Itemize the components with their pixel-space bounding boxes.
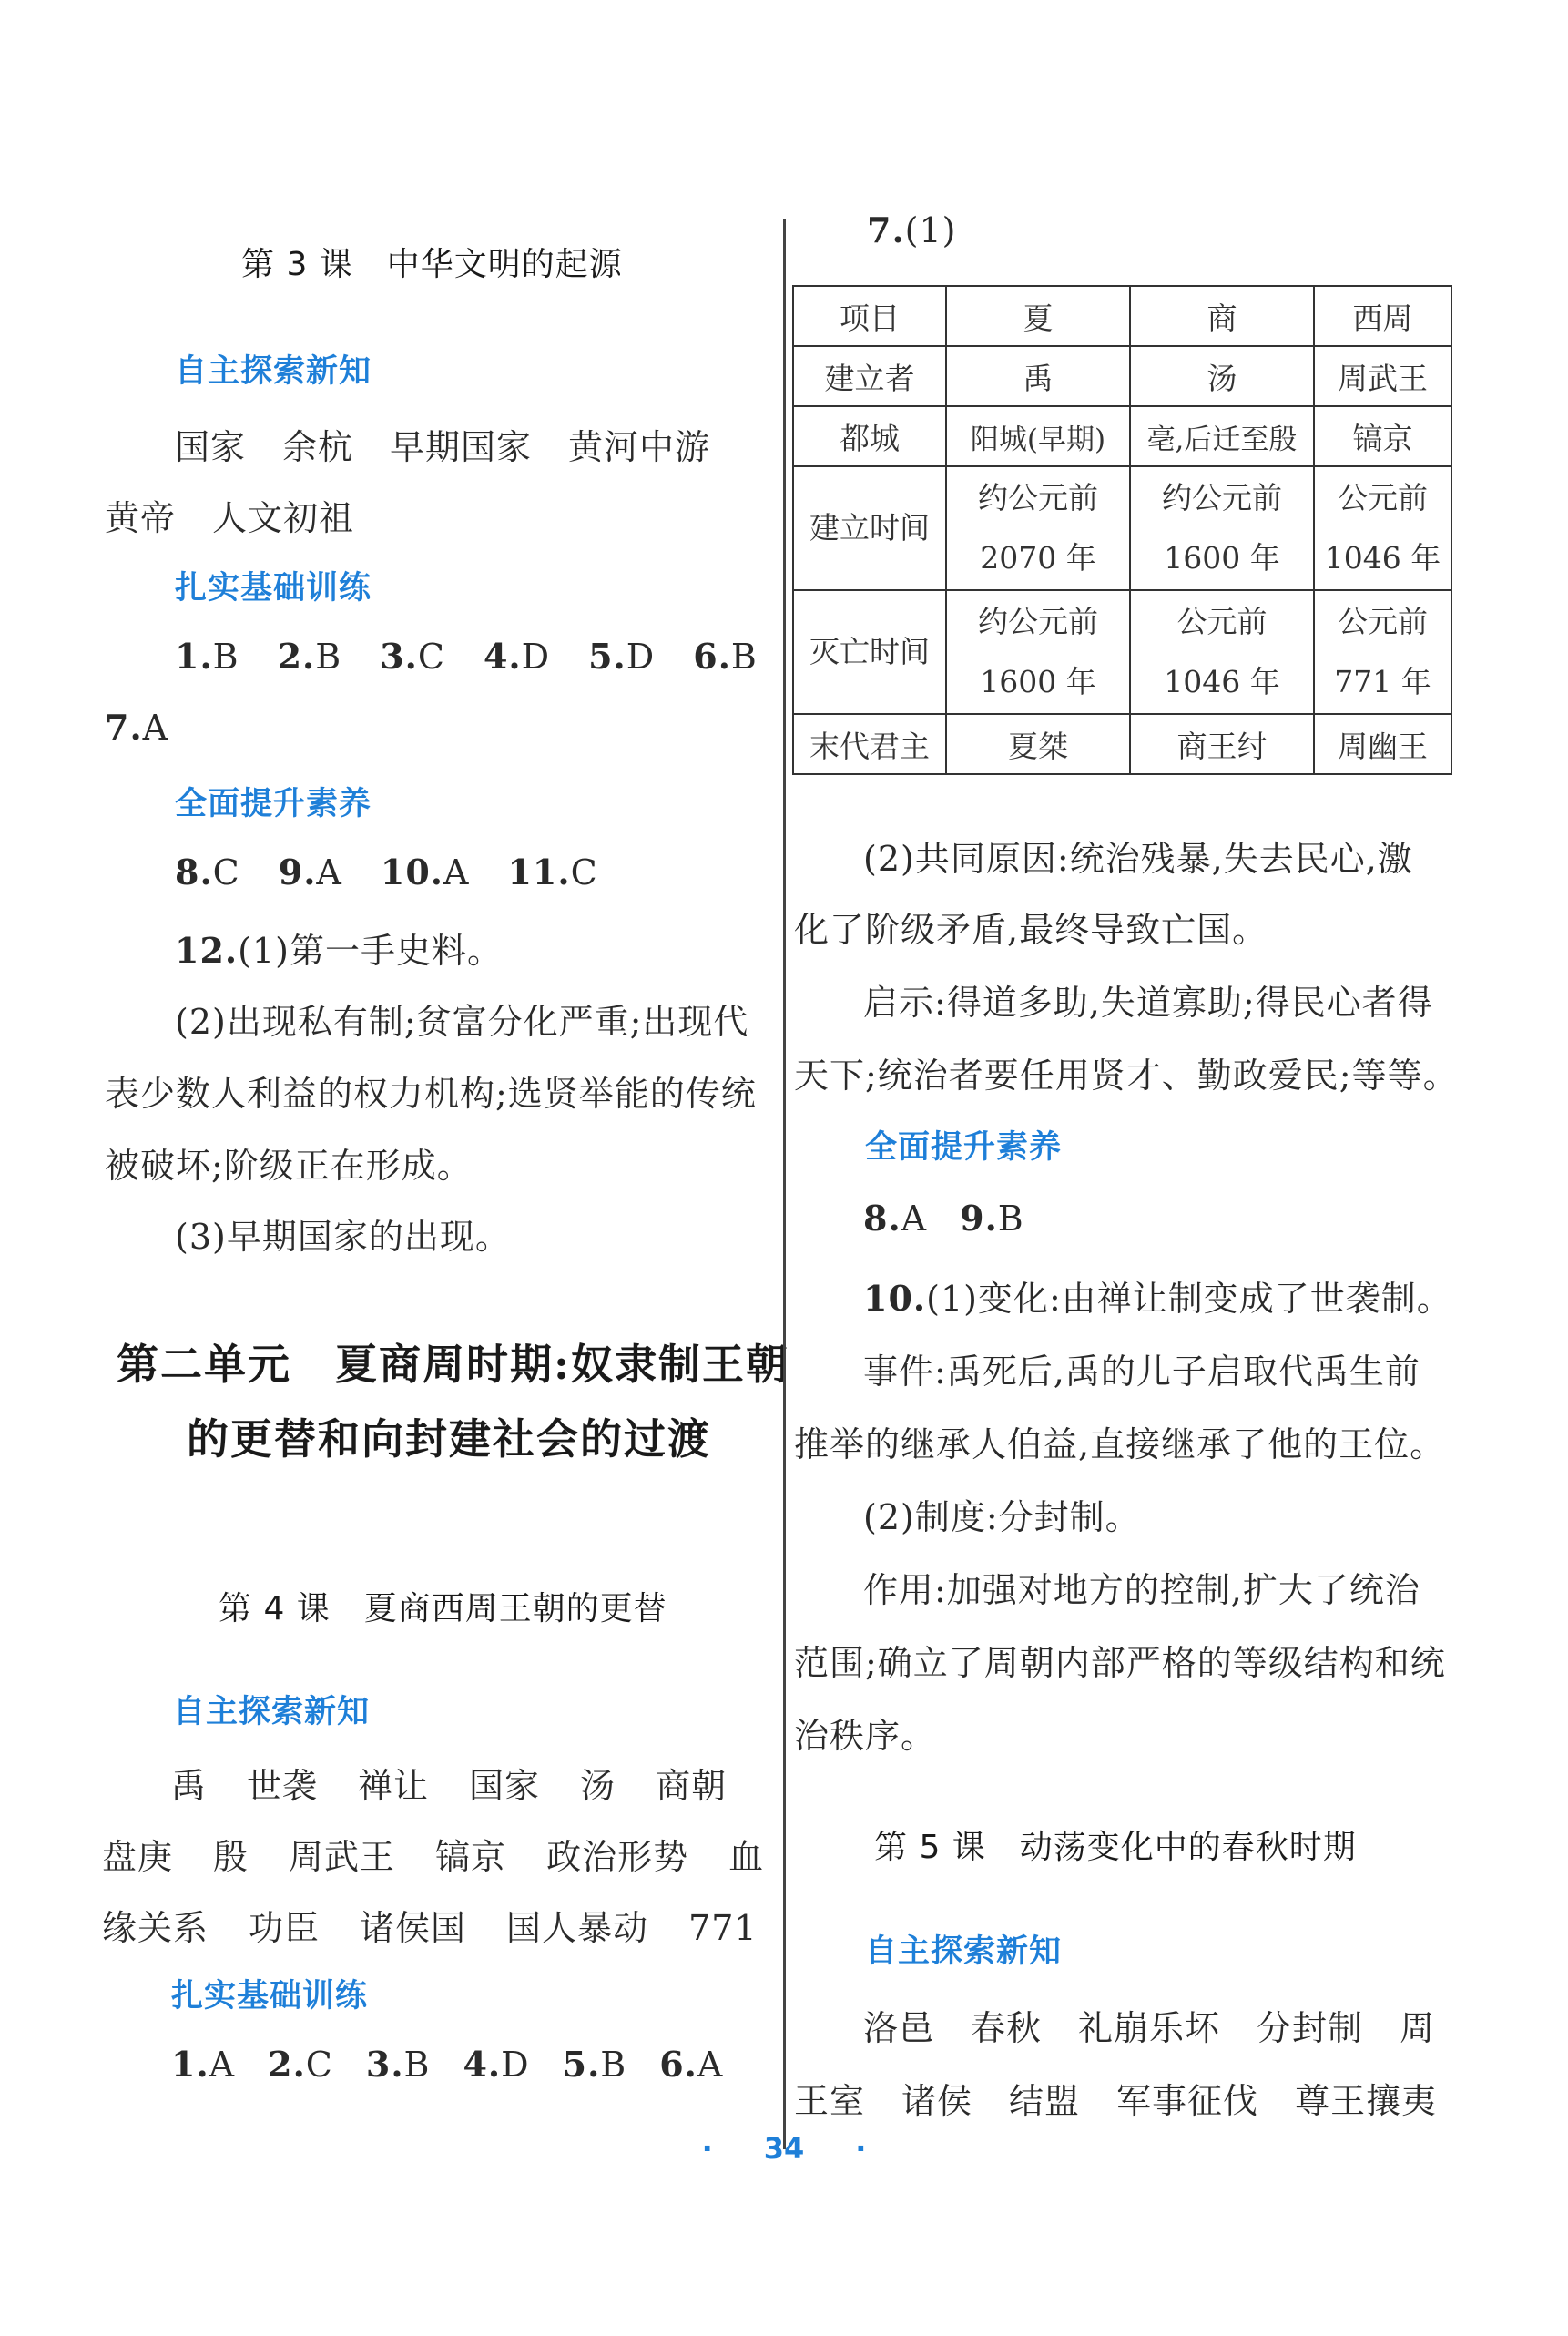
answer-item: 5.D [588,636,656,677]
table-cell: 阳城(早期) [946,406,1130,466]
table-cell: 末代君主 [793,714,946,774]
question-10-event-line-1: 事件:禹死后,禹的儿子启取代禹生前 [863,1352,1420,1392]
keyword: 黄帝 [105,498,177,538]
keyword: 汤 [580,1766,616,1806]
table-row [793,346,1451,406]
keyword: 商朝 [656,1766,728,1806]
table-header-row [793,286,1451,346]
table-cell: 建立者 [793,346,946,406]
lesson-3-answers-row-2 [105,707,207,748]
keyword: 功臣 [249,1908,321,1948]
answer-item: 1.A [171,2044,236,2085]
unit-title-line-2: 的更替和向封建社会的过渡 [187,1414,711,1464]
question-10-part-1 [863,1270,1452,1321]
question-12-part-3: (3)早期国家的出现。 [175,1217,511,1257]
table-cell: 周幽王 [1314,714,1451,774]
page-number: 34 [763,2131,805,2166]
question-7-part-2-line-1: (2)共同原因:统治残暴,失去民心,激 [863,839,1413,879]
keyword: 缘关系 [102,1908,209,1948]
page-dot-left: · [701,2131,713,2166]
question-part: (1) [904,210,957,250]
lesson-4-title: 第 4 课 夏商西周王朝的更替 [219,1590,667,1627]
table-cell: 夏桀 [946,714,1130,774]
answer-item: 2.C [268,2044,333,2085]
keyword: 禅让 [358,1766,430,1806]
table-cell: 公元前 1046 年 [1314,466,1451,590]
lesson-3-answers-row-1 [175,636,758,677]
question-10-effect-line-3: 治秩序。 [794,1716,937,1756]
keyword: 国人暴动 [506,1908,649,1948]
table-cell: 灭亡时间 [793,590,946,714]
question-7-heading [867,209,957,250]
keyword: 镐京 [435,1837,507,1877]
answer-item: 2.B [277,636,342,677]
section-heading-basic: 扎实基础训练 [175,570,372,607]
keyword: 771 [688,1908,758,1948]
table-cell: 约公元前 1600 年 [946,590,1130,714]
question-10-effect-line-1: 作用:加强对地方的控制,扩大了统治 [863,1570,1420,1610]
table-cell: 周武王 [1314,346,1451,406]
lesson-4-answers [171,2044,723,2085]
keyword: 政治形势 [546,1837,689,1877]
keyword: 早期国家 [390,427,533,467]
table-row [793,466,1451,590]
table-header-cell: 夏 [946,286,1130,346]
keyword: 人文初祖 [212,498,355,538]
table-cell: 都城 [793,406,946,466]
lesson-4-keywords-line-2 [102,1829,764,1879]
keyword: 盘庚 [102,1837,174,1877]
lesson-4-keywords-line-3 [102,1900,758,1950]
question-7-insight-line-1: 启示:得道多助,失道寡助;得民心者得 [863,983,1433,1023]
question-12-part-2-line-1: (2)出现私有制;贫富分化严重;出现代 [175,1002,749,1042]
keyword: 黄河中游 [568,427,711,467]
table-cell: 约公元前 2070 年 [946,466,1130,590]
lesson-5-keywords-line-2 [794,2073,1437,2123]
table-cell: 亳,后迁至殷 [1130,406,1314,466]
keyword: 春秋 [971,2008,1043,2048]
table-header-cell: 商 [1130,286,1314,346]
question-7-part-2-line-2: 化了阶级矛盾,最终导致亡国。 [794,910,1268,950]
answer-item: 1.B [175,636,239,677]
keyword: 余杭 [282,427,354,467]
answer-item: 8.A [863,1198,928,1239]
page-dot-right: · [855,2131,867,2166]
question-number: 12. [175,930,239,971]
table-cell: 约公元前 1600 年 [1130,466,1314,590]
answer-item: 6.B [693,636,758,677]
unit-title-line-1: 第二单元 夏商周时期:奴隶制王朝 [117,1340,789,1389]
lesson-3-title: 第 3 课 中华文明的起源 [241,246,623,283]
keyword: 军事征伐 [1116,2081,1259,2121]
answer-item: 6.A [659,2044,724,2085]
keyword: 血 [728,1837,765,1877]
table-header-cell: 西周 [1314,286,1451,346]
keyword: 诸侯国 [360,1908,467,1948]
answer-item: 10.A [380,852,470,893]
keyword: 殷 [213,1837,249,1877]
answer-item: 4.D [463,2044,530,2085]
table-row [793,590,1451,714]
section-heading-improve: 全面提升素养 [175,786,372,822]
lesson-5-keywords-line-1 [863,2000,1435,2050]
keyword: 禹 [171,1766,208,1806]
answer-item: 8.C [175,852,240,893]
question-10-part-1-text: (1)变化:由禅让制变成了世袭制。 [926,1279,1452,1319]
question-7-insight-line-2: 天下;统治者要任用贤才、勤政爱民;等等。 [794,1056,1459,1096]
keyword: 洛邑 [863,2008,935,2048]
keyword: 尊王攘夷 [1295,2081,1438,2121]
answer-item: 9.B [960,1198,1024,1239]
keyword: 周武王 [289,1837,396,1877]
table-header-cell: 项目 [793,286,946,346]
answer-item: 9.A [278,852,342,893]
table-cell: 禹 [946,346,1130,406]
question-10-effect-line-2: 范围;确立了周朝内部严格的等级结构和统 [794,1643,1446,1683]
column-divider [783,219,786,2149]
keyword: 分封制 [1257,2008,1364,2048]
section-heading-improve: 全面提升素养 [865,1129,1063,1166]
keyword: 国家 [175,427,247,467]
dynasty-table [792,285,1452,775]
question-12-part-1 [175,923,503,973]
table-cell: 商王纣 [1130,714,1314,774]
keyword: 世袭 [247,1766,319,1806]
keyword: 诸侯 [901,2081,973,2121]
question-12-part-2-line-3: 被破坏;阶级正在形成。 [105,1146,473,1186]
table-cell: 镐京 [1314,406,1451,466]
question-10-part-2: (2)制度:分封制。 [863,1497,1141,1537]
answer-item: 3.C [380,636,445,677]
keyword: 王室 [794,2081,866,2121]
keyword: 结盟 [1009,2081,1081,2121]
question-12-part-1-text: (1)第一手史料。 [238,931,503,971]
question-number: 7. [867,209,905,250]
keyword: 礼崩乐坏 [1078,2008,1221,2048]
section-heading-explore: 自主探索新知 [173,1694,371,1730]
section-heading-explore: 自主探索新知 [175,353,372,390]
answers-8-9 [863,1198,1024,1239]
answer-item: 4.D [483,636,551,677]
question-10-event-line-2: 推举的继承人伯益,直接继承了他的王位。 [794,1424,1446,1464]
question-number: 10. [863,1278,927,1319]
table-cell: 公元前 771 年 [1314,590,1451,714]
table-cell: 汤 [1130,346,1314,406]
lesson-3-keywords-line-2 [105,490,354,540]
section-heading-explore: 自主探索新知 [865,1933,1063,1970]
answer-item: 5.B [562,2044,627,2085]
page-number-footer [0,2131,1568,2166]
question-12-part-2-line-2: 表少数人利益的权力机构;选贤举能的传统 [105,1074,757,1114]
keyword: 国家 [469,1766,541,1806]
table-row [793,406,1451,466]
section-heading-basic: 扎实基础训练 [171,1978,369,2015]
lesson-5-title: 第 5 课 动荡变化中的春秋时期 [874,1829,1357,1866]
table-cell: 建立时间 [793,466,946,590]
answer-item: 7.A [105,707,169,748]
table-row [793,714,1451,774]
lesson-4-keywords-line-1 [171,1758,727,1808]
lesson-3-answers-row-3 [175,852,636,893]
keyword: 周 [1400,2008,1436,2048]
answer-item: 3.B [365,2044,431,2085]
lesson-3-keywords-line-1 [175,419,710,469]
answer-item: 11.C [507,852,598,893]
table-cell: 公元前 1046 年 [1130,590,1314,714]
